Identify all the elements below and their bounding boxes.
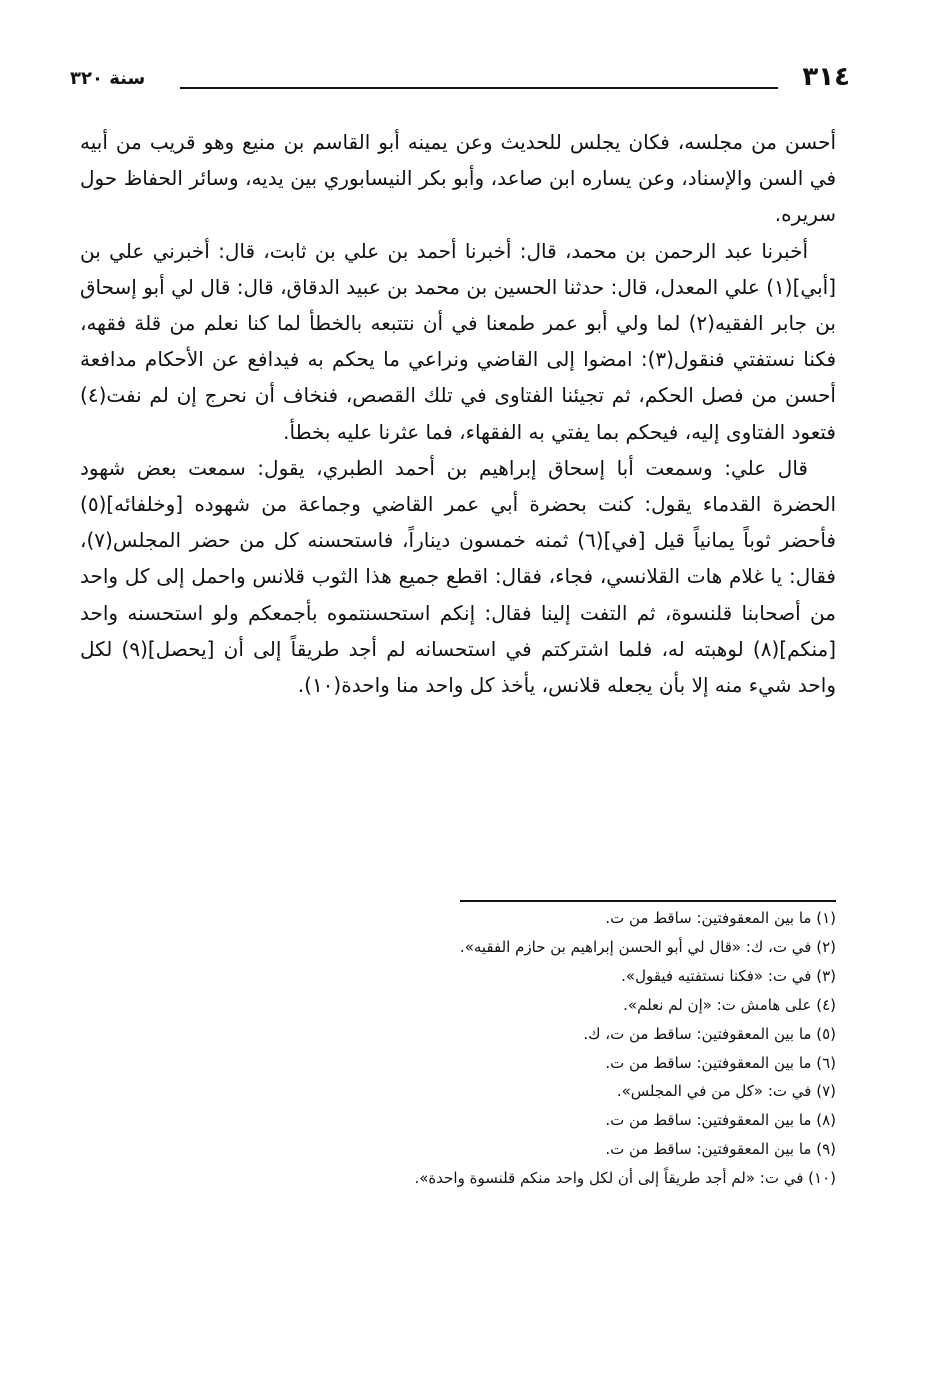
footnote-2: (٢) في ت، ك: «قال لي أبو الحسن إبراهيم بن حازم الفقيه». (459, 937, 836, 956)
footnote-5: (٥) ما بين المعقوفتين: ساقط من ت، ك. (583, 1024, 836, 1043)
footnote-3: (٣) في ت: «فكنا نستفتيه فيقول». (621, 966, 836, 985)
footnote-8: (٨) ما بين المعقوفتين: ساقط من ت. (605, 1111, 836, 1130)
paragraph-1: أحسن من مجلسه، فكان يجلس للحديث وعن يمينه أبو القاسم بن منيع وهو قريب من أبيه في السن والإسناد، وعن يساره ابن صاعد، وأبو بكر النيسابوري بين يديه، وسائر الحفاظ حول سريره. (80, 130, 836, 227)
footnote-4: (٤) على هامش ت: «إن لم نعلم». (623, 995, 836, 1014)
footnotes-list (80, 904, 836, 1193)
main-text (80, 124, 836, 703)
paragraph-3: قال علي: وسمعت أبا إسحاق إبراهيم بن أحمد الطبري، يقول: سمعت بعض شهود الحضرة القدماء يقول: كنت بحضرة أبي عمر القاضي وجماعة من شهوده [وخلفائه](٥) فأحضر ثوباً يمانياً قيل [في](٦) ثمنه خمسون ديناراً، فاستحسنه كل من حضر المجلس(٧)، فقال: يا غلام هات القلانسي، فجاء، فقال: اقطع جميع هذا الثوب قلانس واحمل إلى كل واحد من أصحابنا قلنسوة، ثم التفت إلينا فقال: إنكم استحسنتموه بأجمعكم ولو استحسنه واحد [منكم](٨) لوهبته له، فلما اشتركتم في استحسانه لم أجد طريقاً إلى أن [يحصل](٩) لكل واحد شيء منه إلا بأن يجعله قلانس، يأخذ كل واحد منا واحدة(١٠). (80, 455, 836, 698)
running-head-year: سنة ٣٢٠ (70, 68, 146, 89)
footnote-10: (١٠) في ت: «لم أجد طريقاً إلى أن لكل واحد منكم قلنسوة واحدة». (414, 1169, 836, 1188)
header-rule (180, 87, 778, 89)
paragraph-2: أخبرنا عبد الرحمن بن محمد، قال: أخبرنا أحمد بن علي بن ثابت، قال: أخبرني علي بن [أبي](١) علي المعدل، قال: حدثنا الحسين بن محمد بن عبيد الدقاق، قال: قال لي أبو إسحاق بن جابر الفقيه(٢) لما ولي أبو عمر طمعنا في أن نتتبعه بالخطأ لما كنا نعلم من قلة فقهه، فكنا نستفتي فنقول(٣): امضوا إلى القاضي ونراعي ما يحكم به فيدافع عن الأحكام مدافعة أحسن من فصل الحكم، ثم تجيئنا الفتاوى في تلك القصص، فنخاف أن نحرج إن لم نفت(٤) فتعود الفتاوى إليه، فيحكم بما يفتي به الفقهاء، فما عثرنا عليه بخطأ. (80, 238, 837, 444)
footnote-9: (٩) ما بين المعقوفتين: ساقط من ت. (605, 1140, 836, 1159)
footnote-6: (٦) ما بين المعقوفتين: ساقط من ت. (605, 1053, 836, 1072)
page-header (70, 60, 850, 100)
footnote-7: (٧) في ت: «كل من في المجلس». (616, 1082, 836, 1101)
footnote-1: (١) ما بين المعقوفتين: ساقط من ت. (605, 909, 836, 927)
footnote-separator (460, 900, 836, 902)
page-number: ٣١٤ (802, 62, 850, 92)
